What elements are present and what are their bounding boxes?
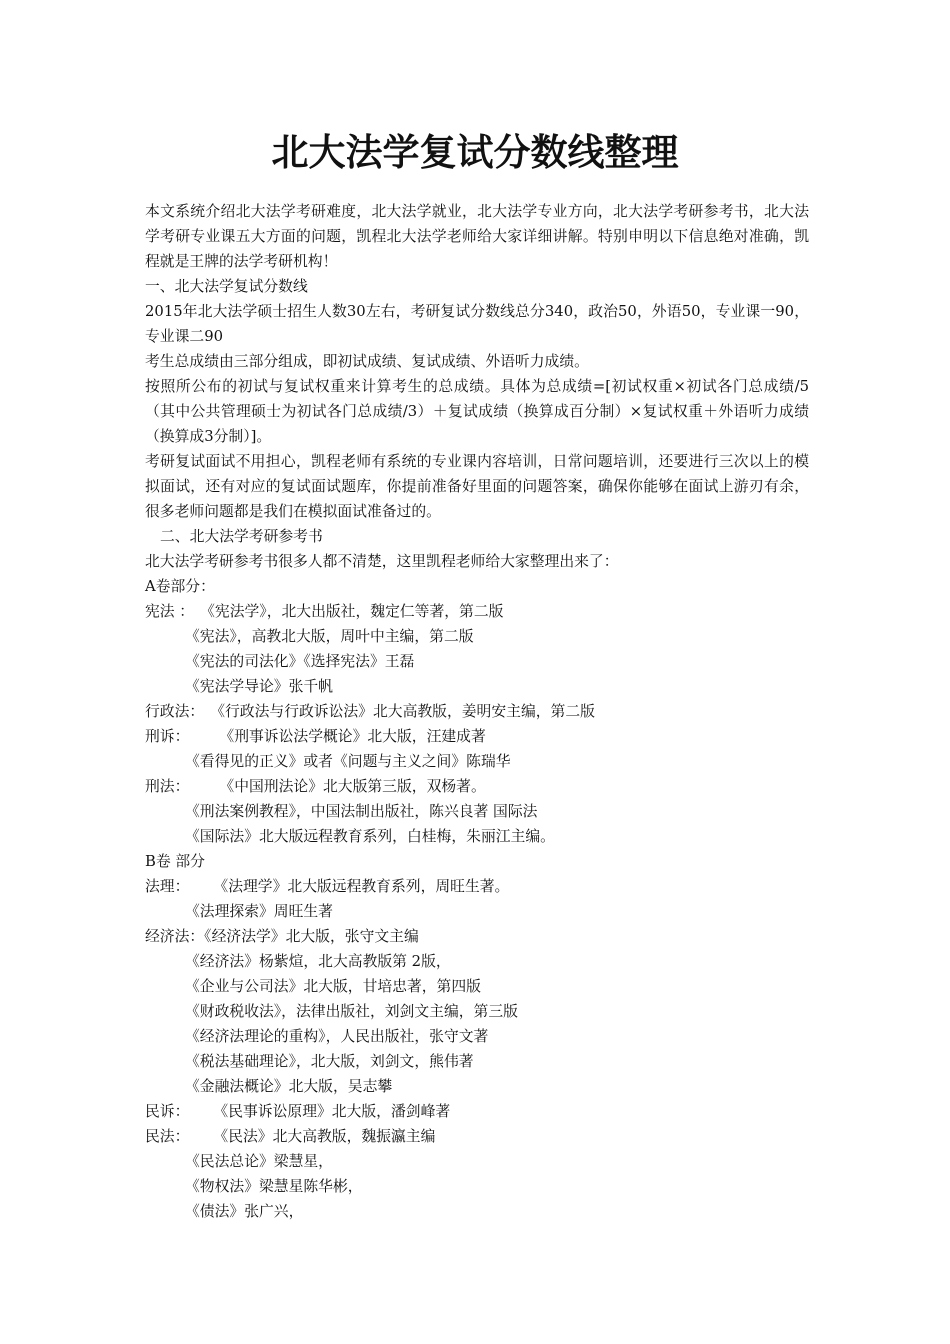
minfa-book-1: 《民法》北大高教版，魏振瀛主编 [213, 1128, 436, 1145]
fali-label: 法理： [145, 878, 190, 895]
xingfa-label: 刑法： [145, 778, 190, 795]
fali-row [145, 874, 809, 899]
part-b-label: B卷 部分 [145, 853, 205, 870]
section1-paragraph-3: 按照所公布的初试与复试权重来计算考生的总成绩。具体为总成绩=[初试权重×初试各门总成绩/5（其中公共管理硕士为初试各门总成绩/3）＋复试成绩（换算成百分制）×复试权重＋外语听力成绩（换算成3分制）]。 [145, 378, 809, 445]
xianfa-book-2: 《宪法》，高教北大版，周叶中主编，第二版 [185, 628, 474, 645]
jingjifa-label: 经济法： [145, 928, 205, 945]
part-a-label: A卷部分： [145, 578, 215, 595]
xianfa-label: 宪法 ： [145, 603, 195, 620]
section2-heading: 二、北大法学考研参考书 [160, 528, 323, 545]
section2-intro: 北大法学考研参考书很多人都不清楚，这里凯程老师给大家整理出来了： [145, 553, 619, 570]
section1-paragraph-2: 考生总成绩由三部分组成，即初试成绩、复试成绩、外语听力成绩。 [145, 353, 589, 370]
xingzheng-row [145, 699, 809, 724]
document-body [145, 199, 809, 1224]
minfa-label: 民法： [145, 1128, 190, 1145]
xingfa-row [145, 774, 809, 799]
minfa-book-3: 《物权法》梁慧星陈华彬， [185, 1178, 363, 1195]
document-title: 北大法学复试分数线整理 [271, 131, 679, 174]
xingzheng-label: 行政法： [145, 703, 205, 720]
xingzheng-book-1: 《行政法与行政诉讼法》北大高教版，姜明安主编，第二版 [210, 703, 595, 720]
minsu-book-1: 《民事诉讼原理》北大版，潘剑峰著 [213, 1103, 451, 1120]
fali-book-1: 《法理学》北大版远程教育系列，周旺生著。 [213, 878, 510, 895]
jingjifa-book-7: 《金融法概论》北大版，吴志攀 [185, 1078, 393, 1095]
xingsu-row [145, 724, 809, 749]
jingjifa-book-5: 《经济法理论的重构》，人民出版社，张守文著 [185, 1028, 489, 1045]
xingsu-book-1: 《刑事诉讼法学概论》北大版，汪建成著 [219, 728, 486, 745]
section1-heading: 一、北大法学复试分数线 [145, 278, 308, 295]
intro-paragraph: 本文系统介绍北大法学考研难度，北大法学就业，北大法学专业方向，北大法学考研参考书，北大法学考研专业课五大方面的问题，凯程北大法学老师给大家详细讲解。特别申明以下信息绝对准确，凯程就是王牌的法学考研机构！ [145, 203, 809, 270]
minsu-row [145, 1099, 809, 1124]
jingjifa-row [145, 924, 809, 949]
xingsu-book-2: 《看得见的正义》或者《问题与主义之间》陈瑞华 [185, 753, 511, 770]
xingfa-book-2: 《刑法案例教程》，中国法制出版社，陈兴良著 国际法 [185, 803, 538, 820]
xingsu-label: 刑诉： [145, 728, 190, 745]
minfa-book-4: 《债法》张广兴， [185, 1203, 304, 1220]
xianfa-row [145, 599, 809, 624]
xianfa-book-3: 《宪法的司法化》《选择宪法》王磊 [185, 653, 415, 670]
jingjifa-book-2: 《经济法》杨紫煊，北大高教版第 2版， [185, 953, 451, 970]
guojifa-book-1: 《国际法》北大版远程教育系列，白桂梅，朱丽江主编。 [185, 828, 555, 845]
xingfa-book-1: 《中国刑法论》北大版第三版，双杨著。 [219, 778, 486, 795]
minsu-label: 民诉： [145, 1103, 190, 1120]
xianfa-book-4: 《宪法学导论》张千帆 [185, 678, 333, 695]
fali-book-2: 《法理探索》周旺生著 [185, 903, 333, 920]
jingjifa-book-6: 《税法基础理论》，北大版，刘剑文，熊伟著 [185, 1053, 474, 1070]
minfa-row [145, 1124, 809, 1149]
section1-paragraph-4: 考研复试面试不用担心，凯程老师有系统的专业课内容培训，日常问题培训，还要进行三次以上的模拟面试，还有对应的复试面试题库，你提前准备好里面的问题答案，确保你能够在面试上游刃有余，很多老师问题都是我们在模拟面试准备过的。 [145, 453, 809, 520]
section1-paragraph-1: 2015年北大法学硕士招生人数30左右，考研复试分数线总分340，政治50，外语50，专业课一90，专业课二90 [145, 303, 809, 345]
minfa-book-2: 《民法总论》梁慧星， [185, 1153, 333, 1170]
xianfa-book-1: 《宪法学》，北大出版社，魏定仁等著，第二版 [200, 603, 504, 620]
jingjifa-book-1: 《经济法学》北大版，张守文主编 [204, 928, 419, 945]
jingjifa-book-4: 《财政税收法》，法律出版社，刘剑文主编，第三版 [185, 1003, 518, 1020]
jingjifa-book-3: 《企业与公司法》北大版，甘培忠著，第四版 [185, 978, 481, 995]
